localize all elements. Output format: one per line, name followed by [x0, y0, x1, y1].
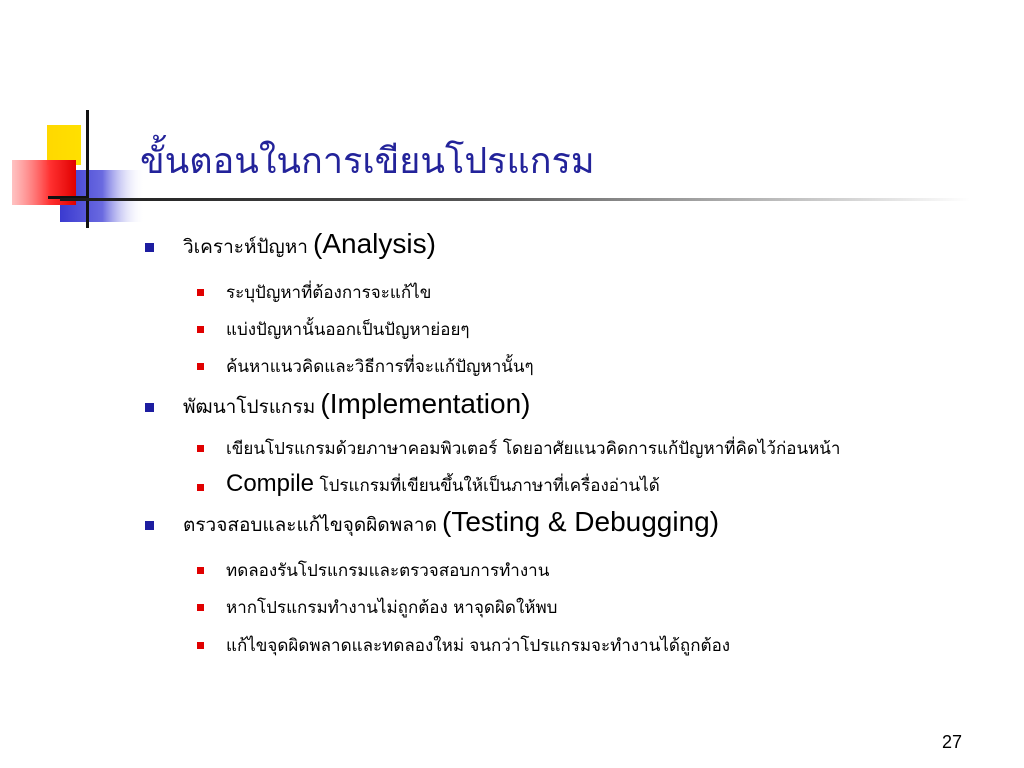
- bullet-square-icon: [145, 243, 154, 252]
- corner-decoration: [0, 0, 160, 240]
- page-number: 27: [941, 732, 962, 752]
- bullet-square-icon: [145, 521, 154, 530]
- bullet-small-icon: [197, 445, 204, 452]
- heading-th: วิเคราะห์ปัญหา: [183, 236, 308, 258]
- list-item-th: โปรแกรมที่เขียนขึ้นให้เป็นภาษาที่เครื่องอ่านได้: [319, 476, 660, 496]
- bullet-small-icon: [197, 289, 204, 296]
- bullet-small-icon: [197, 363, 204, 370]
- list-item: แก้ไขจุดผิดพลาดและทดลองใหม่ จนกว่าโปรแกรมจะทำงานได้ถูกต้อง: [226, 636, 731, 656]
- bullet-small-icon: [197, 567, 204, 574]
- slide-title: ขั้นตอนในการเขียนโปรแกรม: [140, 141, 595, 182]
- list-item: เขียนโปรแกรมด้วยภาษาคอมพิวเตอร์ โดยอาศัยแนวคิดการแก้ปัญหาที่คิดไว้ก่อนหน้า: [226, 439, 841, 459]
- bullet-small-icon: [197, 326, 204, 333]
- heading-en: (Analysis): [313, 228, 436, 259]
- bullet-small-icon: [197, 484, 204, 491]
- list-item: ระบุปัญหาที่ต้องการจะแก้ไข: [226, 283, 432, 303]
- heading-th: พัฒนาโปรแกรม: [183, 396, 316, 418]
- bullet-square-icon: [145, 403, 154, 412]
- list-item: ทดลองรันโปรแกรมและตรวจสอบการทำงาน: [226, 561, 550, 581]
- list-item: หากโปรแกรมทำงานไม่ถูกต้อง หาจุดผิดให้พบ: [226, 598, 558, 618]
- title-underline: [60, 198, 970, 201]
- section-heading-implementation: [183, 388, 530, 422]
- section-heading-testing: [183, 506, 719, 540]
- heading-en: (Testing & Debugging): [442, 506, 720, 537]
- bullet-small-icon: [197, 642, 204, 649]
- section-heading-analysis: [183, 228, 436, 262]
- list-item-en: Compile: [226, 470, 315, 497]
- bullet-small-icon: [197, 604, 204, 611]
- heading-th: ตรวจสอบและแก้ไขจุดผิดพลาด: [183, 514, 437, 536]
- list-item: ค้นหาแนวคิดและวิธีการที่จะแก้ปัญหานั้นๆ: [226, 357, 534, 377]
- list-item: [226, 470, 660, 499]
- heading-en: (Implementation): [320, 388, 531, 419]
- list-item: แบ่งปัญหานั้นออกเป็นปัญหาย่อยๆ: [226, 320, 470, 340]
